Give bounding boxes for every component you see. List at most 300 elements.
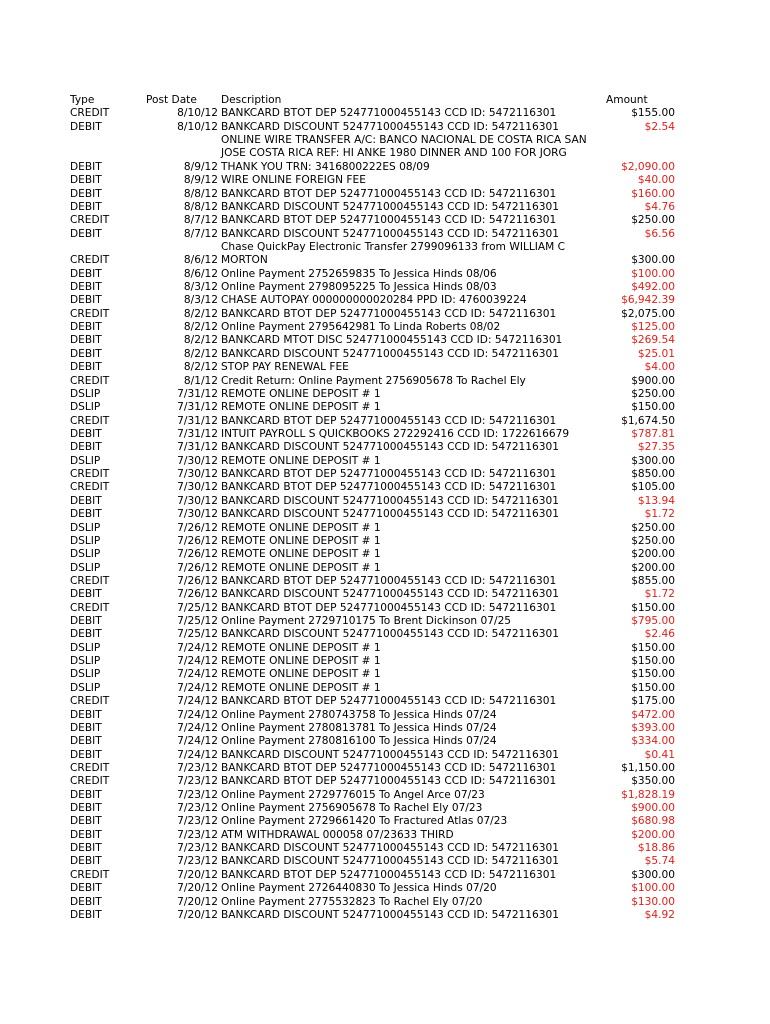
transaction-description: Online Payment 2795642981 To Linda Roberts 08/02 — [221, 321, 501, 334]
transaction-amount: $350.00 — [631, 775, 675, 788]
transaction-amount: $175.00 — [631, 695, 675, 708]
transaction-amount: $5.74 — [644, 855, 675, 868]
transaction-type: CREDIT — [70, 307, 110, 320]
transaction-amount: $150.00 — [631, 655, 675, 668]
transaction-date: 8/3/12 — [183, 281, 218, 294]
transaction-row — [0, 308, 770, 321]
transaction-type: DSLIP — [70, 387, 101, 400]
transaction-type: DSLIP — [70, 641, 101, 654]
transaction-amount: $300.00 — [631, 868, 675, 881]
transaction-type: DEBIT — [70, 334, 102, 347]
transaction-amount: $100.00 — [631, 882, 675, 895]
transaction-description: WIRE ONLINE FOREIGN FEE — [221, 174, 366, 187]
transaction-row — [0, 481, 770, 494]
transaction-row — [0, 321, 770, 334]
header-amount: Amount — [606, 94, 648, 106]
transaction-amount: $4.76 — [644, 200, 675, 213]
transaction-description: REMOTE ONLINE DEPOSIT # 1 — [221, 454, 381, 467]
transaction-amount: $300.00 — [631, 254, 675, 267]
transaction-description: BANKCARD BTOT DEP 524771000455143 CCD ID: 5472116301 — [221, 775, 557, 788]
transaction-description: REMOTE ONLINE DEPOSIT # 1 — [221, 548, 381, 561]
transaction-description: REMOTE ONLINE DEPOSIT # 1 — [221, 561, 381, 574]
transaction-amount: $40.00 — [637, 174, 675, 187]
transaction-amount: $160.00 — [631, 187, 675, 200]
transaction-row — [0, 455, 770, 468]
transaction-description: BANKCARD DISCOUNT 524771000455143 CCD ID: 5472116301 — [221, 588, 560, 601]
transaction-amount: $2.46 — [644, 628, 675, 641]
transaction-date: 8/7/12 — [183, 227, 218, 240]
transaction-date: 7/30/12 — [177, 468, 218, 481]
transaction-amount: $150.00 — [631, 681, 675, 694]
transaction-amount: $2,075.00 — [621, 307, 675, 320]
transaction-row — [0, 829, 770, 842]
transaction-row — [0, 855, 770, 868]
header-type: Type — [70, 94, 95, 106]
transaction-description: Online Payment 2780743758 To Jessica Hinds 07/24 — [221, 708, 497, 721]
transaction-date: 7/23/12 — [177, 855, 218, 868]
transaction-type: DEBIT — [70, 281, 102, 294]
transaction-row — [0, 869, 770, 882]
transaction-type: CREDIT — [70, 468, 110, 481]
transaction-description: REMOTE ONLINE DEPOSIT # 1 — [221, 655, 381, 668]
header-description: Description — [221, 94, 282, 106]
transaction-row — [0, 775, 770, 788]
transaction-description: ATM WITHDRAWAL 000058 07/23633 THIRD — [221, 828, 454, 841]
transaction-amount: $6.56 — [644, 227, 675, 240]
transaction-row — [0, 268, 770, 281]
transaction-type: DEBIT — [70, 615, 102, 628]
transaction-date: 8/2/12 — [183, 361, 218, 374]
transaction-description: CHASE AUTOPAY 000000000020284 PPD ID: 4760039224 — [221, 294, 527, 307]
transaction-amount: $125.00 — [631, 321, 675, 334]
transaction-amount: $150.00 — [631, 401, 675, 414]
transaction-description: BANKCARD DISCOUNT 524771000455143 CCD ID: 5472116301 — [221, 227, 560, 240]
transaction-date: 7/31/12 — [177, 387, 218, 400]
transaction-description: BANKCARD BTOT DEP 524771000455143 CCD ID: 5472116301 — [221, 214, 557, 227]
transaction-description: BANKCARD DISCOUNT 524771000455143 CCD ID: 5472116301 — [221, 855, 560, 868]
transaction-amount: $250.00 — [631, 534, 675, 547]
transaction-date: 8/6/12 — [183, 267, 218, 280]
transaction-description: BANKCARD BTOT DEP 524771000455143 CCD ID: 5472116301 — [221, 574, 557, 587]
transaction-date: 7/31/12 — [177, 414, 218, 427]
transaction-description: BANKCARD BTOT DEP 524771000455143 CCD ID: 5472116301 — [221, 868, 557, 881]
transaction-date: 7/30/12 — [177, 454, 218, 467]
transaction-type: DSLIP — [70, 681, 101, 694]
transaction-amount: $4.00 — [644, 361, 675, 374]
transaction-amount: $250.00 — [631, 387, 675, 400]
transaction-type: DEBIT — [70, 748, 102, 761]
transaction-type: DEBIT — [70, 294, 102, 307]
transaction-row — [0, 294, 770, 307]
transaction-amount: $1,828.19 — [621, 788, 675, 801]
transaction-description: REMOTE ONLINE DEPOSIT # 1 — [221, 681, 381, 694]
transaction-date: 7/23/12 — [177, 775, 218, 788]
transaction-row — [0, 548, 770, 561]
transaction-type: DEBIT — [70, 842, 102, 855]
transaction-type: DSLIP — [70, 655, 101, 668]
transaction-type: CREDIT — [70, 214, 110, 227]
transaction-description: BANKCARD DISCOUNT 524771000455143 CCD ID: 5472116301 — [221, 494, 560, 507]
transaction-date: 7/26/12 — [177, 534, 218, 547]
transaction-date: 7/20/12 — [177, 868, 218, 881]
transaction-description: BANKCARD MTOT DISC 524771000455143 CCD ID: 5472116301 — [221, 334, 563, 347]
transaction-type: DSLIP — [70, 668, 101, 681]
transaction-date: 8/2/12 — [183, 321, 218, 334]
transaction-date: 7/30/12 — [177, 481, 218, 494]
transaction-amount: $300.00 — [631, 454, 675, 467]
transaction-row — [0, 722, 770, 735]
transaction-row — [0, 655, 770, 668]
transaction-date: 8/3/12 — [183, 294, 218, 307]
transaction-description: MORTON — [221, 254, 268, 267]
transaction-type: DEBIT — [70, 427, 102, 440]
transaction-date: 8/10/12 — [177, 120, 218, 133]
transaction-description: BANKCARD DISCOUNT 524771000455143 CCD ID: 5472116301 — [221, 842, 560, 855]
transaction-amount: $855.00 — [631, 574, 675, 587]
transaction-amount: $18.86 — [637, 842, 675, 855]
transaction-type: CREDIT — [70, 414, 110, 427]
transaction-row — [0, 735, 770, 748]
transaction-row — [0, 789, 770, 802]
transaction-row — [0, 535, 770, 548]
transaction-description: Online Payment 2780813781 To Jessica Hinds 07/24 — [221, 721, 497, 734]
transaction-row — [0, 214, 770, 227]
transaction-row — [0, 361, 770, 374]
transaction-row — [0, 909, 770, 922]
transaction-amount: $100.00 — [631, 267, 675, 280]
transaction-row — [0, 174, 770, 187]
transaction-row — [0, 882, 770, 895]
transaction-amount: $200.00 — [631, 548, 675, 561]
transaction-description: Credit Return: Online Payment 2756905678 To Rachel Ely — [221, 374, 526, 387]
transaction-type: DEBIT — [70, 267, 102, 280]
transaction-description: BANKCARD BTOT DEP 524771000455143 CCD ID: 5472116301 — [221, 481, 557, 494]
transaction-amount: $795.00 — [631, 615, 675, 628]
transaction-type: DEBIT — [70, 494, 102, 507]
transaction-description: BANKCARD DISCOUNT 524771000455143 CCD ID: 5472116301 — [221, 120, 560, 133]
transaction-date: 7/25/12 — [177, 601, 218, 614]
transaction-description: Online Payment 2798095225 To Jessica Hinds 08/03 — [221, 281, 497, 294]
transaction-type: DEBIT — [70, 882, 102, 895]
transaction-date: 7/24/12 — [177, 655, 218, 668]
transaction-description: Online Payment 2729661420 To Fractured Atlas 07/23 — [221, 815, 508, 828]
transaction-description: BANKCARD DISCOUNT 524771000455143 CCD ID: 5472116301 — [221, 508, 560, 521]
transaction-date: 8/7/12 — [183, 214, 218, 227]
transaction-row — [0, 121, 770, 134]
transaction-description: BANKCARD DISCOUNT 524771000455143 CCD ID: 5472116301 — [221, 748, 560, 761]
transaction-type: DEBIT — [70, 788, 102, 801]
transaction-amount: $25.01 — [637, 347, 675, 360]
transaction-row — [0, 562, 770, 575]
transaction-row — [0, 228, 770, 241]
transaction-description: BANKCARD BTOT DEP 524771000455143 CCD ID: 5472116301 — [221, 695, 557, 708]
transaction-date: 8/8/12 — [183, 187, 218, 200]
transaction-date: 7/26/12 — [177, 588, 218, 601]
transaction-amount: $0.41 — [644, 748, 675, 761]
transaction-type: CREDIT — [70, 601, 110, 614]
transaction-description: Online Payment 2729776015 To Angel Arce 07/23 — [221, 788, 485, 801]
transaction-date: 7/25/12 — [177, 628, 218, 641]
transaction-row — [0, 762, 770, 775]
transaction-amount: $155.00 — [631, 107, 675, 120]
transaction-row — [0, 668, 770, 681]
transaction-amount: $105.00 — [631, 481, 675, 494]
transaction-description: INTUIT PAYROLL S QUICKBOOKS 272292416 CCD ID: 1722616679 — [221, 427, 570, 440]
transaction-amount: $334.00 — [631, 735, 675, 748]
transaction-date: 7/31/12 — [177, 427, 218, 440]
transaction-type: DSLIP — [70, 521, 101, 534]
transaction-rows — [0, 107, 770, 922]
transaction-description: Online Payment 2775532823 To Rachel Ely 07/20 — [221, 895, 483, 908]
transaction-row — [0, 188, 770, 201]
transaction-description: Online Payment 2752659835 To Jessica Hinds 08/06 — [221, 267, 497, 280]
transaction-type: DEBIT — [70, 588, 102, 601]
transaction-row — [0, 628, 770, 641]
transaction-description: REMOTE ONLINE DEPOSIT # 1 — [221, 521, 381, 534]
transaction-date: 7/23/12 — [177, 815, 218, 828]
transaction-date: 7/24/12 — [177, 748, 218, 761]
transaction-row — [0, 695, 770, 708]
transaction-ledger — [0, 94, 770, 922]
transaction-type: CREDIT — [70, 254, 110, 267]
transaction-description: REMOTE ONLINE DEPOSIT # 1 — [221, 668, 381, 681]
transaction-type: DEBIT — [70, 895, 102, 908]
transaction-description: THANK YOU TRN: 3416800222ES 08/09 — [221, 160, 430, 173]
transaction-date: 7/24/12 — [177, 641, 218, 654]
transaction-date: 8/8/12 — [183, 200, 218, 213]
transaction-row — [0, 749, 770, 762]
transaction-type: DEBIT — [70, 347, 102, 360]
transaction-description: Online Payment 2726440830 To Jessica Hinds 07/20 — [221, 882, 497, 895]
transaction-description: BANKCARD DISCOUNT 524771000455143 CCD ID: 5472116301 — [221, 628, 560, 641]
transaction-date: 7/26/12 — [177, 548, 218, 561]
transaction-description: BANKCARD BTOT DEP 524771000455143 CCD ID: 5472116301 — [221, 468, 557, 481]
transaction-date: 7/30/12 — [177, 494, 218, 507]
transaction-type: DSLIP — [70, 401, 101, 414]
transaction-description: Chase QuickPay Electronic Transfer 2799096133 from WILLIAM C — [221, 240, 566, 253]
transaction-amount: $130.00 — [631, 895, 675, 908]
transaction-type: DEBIT — [70, 708, 102, 721]
transaction-date: 7/30/12 — [177, 508, 218, 521]
transaction-amount: $850.00 — [631, 468, 675, 481]
transaction-type: CREDIT — [70, 107, 110, 120]
transaction-type: DEBIT — [70, 508, 102, 521]
transaction-row — [0, 642, 770, 655]
transaction-description: BANKCARD BTOT DEP 524771000455143 CCD ID: 5472116301 — [221, 107, 557, 120]
transaction-date: 7/26/12 — [177, 561, 218, 574]
transaction-description: Online Payment 2729710175 To Brent Dickinson 07/25 — [221, 615, 512, 628]
transaction-row — [0, 468, 770, 481]
transaction-row — [0, 575, 770, 588]
transaction-date: 7/24/12 — [177, 721, 218, 734]
transaction-date: 7/23/12 — [177, 761, 218, 774]
transaction-description: REMOTE ONLINE DEPOSIT # 1 — [221, 641, 381, 654]
transaction-amount: $150.00 — [631, 641, 675, 654]
transaction-row — [0, 241, 770, 254]
transaction-description: Online Payment 2756905678 To Rachel Ely 07/23 — [221, 802, 483, 815]
transaction-row — [0, 107, 770, 120]
transaction-row — [0, 281, 770, 294]
transaction-date: 7/24/12 — [177, 735, 218, 748]
transaction-amount: $787.81 — [631, 427, 675, 440]
transaction-type: CREDIT — [70, 761, 110, 774]
transaction-row — [0, 201, 770, 214]
transaction-amount: $1,674.50 — [621, 414, 675, 427]
transaction-date: 8/2/12 — [183, 307, 218, 320]
transaction-type: DEBIT — [70, 200, 102, 213]
transaction-type: DEBIT — [70, 802, 102, 815]
transaction-amount: $27.35 — [637, 441, 675, 454]
transaction-amount: $393.00 — [631, 721, 675, 734]
transaction-amount: $250.00 — [631, 214, 675, 227]
transaction-row — [0, 842, 770, 855]
transaction-type: DEBIT — [70, 174, 102, 187]
transaction-type: DEBIT — [70, 120, 102, 133]
transaction-amount: $472.00 — [631, 708, 675, 721]
transaction-type: DEBIT — [70, 227, 102, 240]
transaction-description: REMOTE ONLINE DEPOSIT # 1 — [221, 534, 381, 547]
transaction-date: 8/2/12 — [183, 334, 218, 347]
transaction-date: 7/23/12 — [177, 842, 218, 855]
header-row — [0, 94, 770, 107]
transaction-date: 7/31/12 — [177, 441, 218, 454]
transaction-row — [0, 508, 770, 521]
transaction-amount: $269.54 — [631, 334, 675, 347]
transaction-type: CREDIT — [70, 868, 110, 881]
transaction-type: DSLIP — [70, 534, 101, 547]
transaction-row — [0, 602, 770, 615]
transaction-amount: $6,942.39 — [621, 294, 675, 307]
transaction-type: CREDIT — [70, 695, 110, 708]
transaction-type: DEBIT — [70, 908, 102, 921]
transaction-row — [0, 147, 770, 160]
transaction-type: CREDIT — [70, 775, 110, 788]
transaction-row — [0, 682, 770, 695]
transaction-date: 7/23/12 — [177, 788, 218, 801]
transaction-type: CREDIT — [70, 574, 110, 587]
transaction-type: DEBIT — [70, 321, 102, 334]
transaction-description: BANKCARD BTOT DEP 524771000455143 CCD ID: 5472116301 — [221, 414, 557, 427]
transaction-description: REMOTE ONLINE DEPOSIT # 1 — [221, 387, 381, 400]
transaction-amount: $900.00 — [631, 374, 675, 387]
transaction-amount: $200.00 — [631, 828, 675, 841]
transaction-description: Online Payment 2780816100 To Jessica Hinds 07/24 — [221, 735, 497, 748]
transaction-row — [0, 802, 770, 815]
transaction-description: STOP PAY RENEWAL FEE — [221, 361, 349, 374]
transaction-row — [0, 896, 770, 909]
transaction-description: BANKCARD DISCOUNT 524771000455143 CCD ID: 5472116301 — [221, 200, 560, 213]
transaction-description: JOSE COSTA RICA REF: HI ANKE 1980 DINNER AND 100 FOR JORG — [221, 147, 567, 160]
transaction-date: 7/20/12 — [177, 908, 218, 921]
transaction-description: BANKCARD DISCOUNT 524771000455143 CCD ID: 5472116301 — [221, 441, 560, 454]
transaction-amount: $680.98 — [631, 815, 675, 828]
transaction-description: BANKCARD BTOT DEP 524771000455143 CCD ID: 5472116301 — [221, 761, 557, 774]
transaction-type: DEBIT — [70, 361, 102, 374]
transaction-type: DEBIT — [70, 187, 102, 200]
transaction-type: DSLIP — [70, 561, 101, 574]
transaction-date: 7/26/12 — [177, 574, 218, 587]
transaction-row — [0, 375, 770, 388]
transaction-type: DSLIP — [70, 548, 101, 561]
transaction-row — [0, 348, 770, 361]
transaction-date: 7/20/12 — [177, 882, 218, 895]
transaction-date: 7/26/12 — [177, 521, 218, 534]
transaction-date: 7/31/12 — [177, 401, 218, 414]
transaction-row — [0, 415, 770, 428]
transaction-date: 8/10/12 — [177, 107, 218, 120]
transaction-type: DEBIT — [70, 855, 102, 868]
transaction-date: 7/24/12 — [177, 708, 218, 721]
transaction-type: DSLIP — [70, 454, 101, 467]
transaction-amount: $150.00 — [631, 668, 675, 681]
transaction-description: BANKCARD BTOT DEP 524771000455143 CCD ID: 5472116301 — [221, 187, 557, 200]
transaction-amount: $492.00 — [631, 281, 675, 294]
transaction-amount: $13.94 — [637, 494, 675, 507]
transaction-date: 7/23/12 — [177, 802, 218, 815]
transaction-date: 8/2/12 — [183, 347, 218, 360]
transaction-amount: $250.00 — [631, 521, 675, 534]
transaction-type: DEBIT — [70, 628, 102, 641]
transaction-row — [0, 495, 770, 508]
transaction-row — [0, 441, 770, 454]
transaction-description: BANKCARD DISCOUNT 524771000455143 CCD ID: 5472116301 — [221, 908, 560, 921]
transaction-amount: $2,090.00 — [621, 160, 675, 173]
transaction-amount: $4.92 — [644, 908, 675, 921]
transaction-row — [0, 815, 770, 828]
transaction-amount: $900.00 — [631, 802, 675, 815]
transaction-type: DEBIT — [70, 160, 102, 173]
transaction-row — [0, 334, 770, 347]
transaction-description: BANKCARD BTOT DEP 524771000455143 CCD ID: 5472116301 — [221, 307, 557, 320]
transaction-row — [0, 615, 770, 628]
transaction-type: DEBIT — [70, 815, 102, 828]
transaction-date: 8/9/12 — [183, 174, 218, 187]
transaction-row — [0, 254, 770, 267]
transaction-date: 7/24/12 — [177, 668, 218, 681]
transaction-type: DEBIT — [70, 721, 102, 734]
transaction-date: 7/25/12 — [177, 615, 218, 628]
transaction-amount: $200.00 — [631, 561, 675, 574]
transaction-amount: $1.72 — [644, 588, 675, 601]
transaction-date: 8/6/12 — [183, 254, 218, 267]
transaction-date: 8/9/12 — [183, 160, 218, 173]
transaction-row — [0, 709, 770, 722]
transaction-description: ONLINE WIRE TRANSFER A/C: BANCO NACIONAL DE COSTA RICA SAN — [221, 134, 587, 147]
transaction-date: 7/24/12 — [177, 695, 218, 708]
transaction-amount: $150.00 — [631, 601, 675, 614]
transaction-description: BANKCARD BTOT DEP 524771000455143 CCD ID: 5472116301 — [221, 601, 557, 614]
transaction-type: DEBIT — [70, 735, 102, 748]
transaction-type: CREDIT — [70, 374, 110, 387]
transaction-date: 7/20/12 — [177, 895, 218, 908]
transaction-amount: $2.54 — [644, 120, 675, 133]
transaction-row — [0, 161, 770, 174]
transaction-row — [0, 134, 770, 147]
transaction-row — [0, 588, 770, 601]
transaction-row — [0, 522, 770, 535]
transaction-amount: $1.72 — [644, 508, 675, 521]
transaction-row — [0, 388, 770, 401]
transaction-row — [0, 401, 770, 414]
transaction-row — [0, 428, 770, 441]
transaction-type: DEBIT — [70, 828, 102, 841]
header-post-date: Post Date — [146, 94, 197, 106]
transaction-type: CREDIT — [70, 481, 110, 494]
transaction-type: DEBIT — [70, 441, 102, 454]
transaction-description: REMOTE ONLINE DEPOSIT # 1 — [221, 401, 381, 414]
transaction-amount: $1,150.00 — [621, 761, 675, 774]
transaction-description: BANKCARD DISCOUNT 524771000455143 CCD ID: 5472116301 — [221, 347, 560, 360]
